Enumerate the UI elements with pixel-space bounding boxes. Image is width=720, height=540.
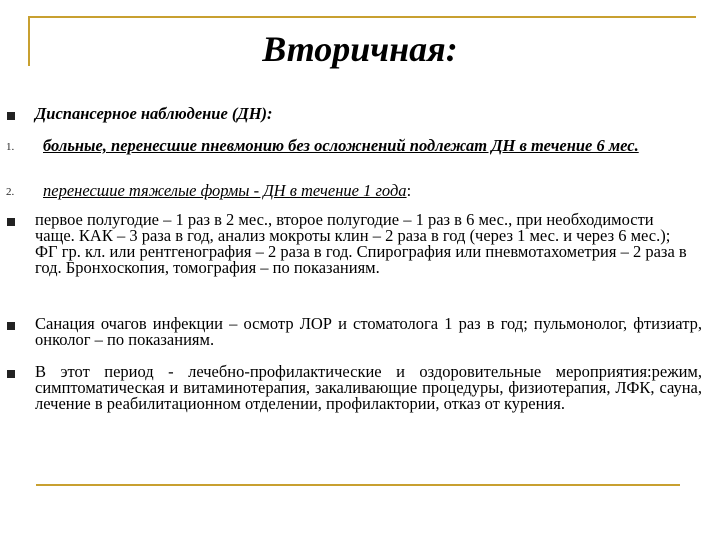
list-item-text: Санация очагов инфекции – осмотр ЛОР и стоматолога 1 раз в год; пульмонолог, фтизиатр, онколог – по показаниям. <box>35 314 702 349</box>
list-item-number: 1. <box>6 141 15 153</box>
square-bullet-icon <box>7 112 15 120</box>
list-item-text: перенесшие тяжелые формы - ДН в течение 1 года <box>43 181 407 200</box>
list-item-text-wrapper <box>43 183 693 199</box>
square-bullet-icon <box>7 322 15 330</box>
list-item-text: Диспансерное наблюдение (ДН): <box>35 104 273 123</box>
list-item-suffix: : <box>406 181 412 200</box>
list-item-text: больные, перенесшие пневмонию без осложнений подлежат ДН в течение 6 мес. <box>43 136 639 155</box>
slide-title: Вторичная: <box>262 29 458 69</box>
list-item-text: В этот период - лечебно-профилактические и оздоровительные мероприятия:режим, симптоматическая и витаминотерапия, закаливающие процедуры, физиотерапия, ЛФК, сауна, лечение в реабилитационном отделении, профилактории, отказ от курения. <box>35 362 702 413</box>
list-item-number: 2. <box>6 186 15 198</box>
frame-top-line <box>28 16 696 18</box>
square-bullet-icon <box>7 370 15 378</box>
bottom-divider-line <box>36 484 680 486</box>
list-item-text: первое полугодие – 1 раз в 2 мес., второе полугодие – 1 раз в 6 мес., при необходимости чаще. КАК – 3 раза в год, анализ мокроты клин – 2 раза в год (через 1 мес. и через 6 мес.); ФГ гр. кл. или рентгенография – 2 раза в год. Спирография или пневмотахометрия – 2 раза в год. Бронхоскопия, томография – по показаниям. <box>35 210 687 277</box>
square-bullet-icon <box>7 218 15 226</box>
